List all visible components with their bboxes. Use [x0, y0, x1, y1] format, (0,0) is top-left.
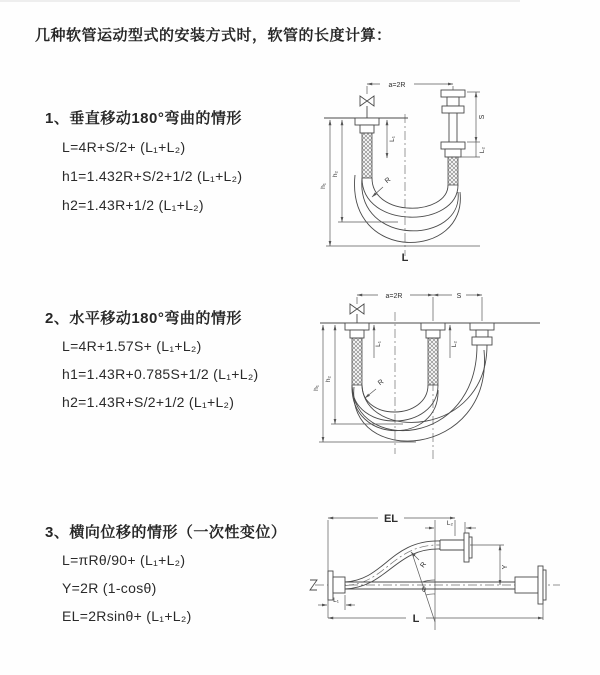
dim-l2-label: L₂	[446, 520, 454, 527]
left-fitting	[345, 323, 369, 385]
displaced-end-flange	[440, 533, 472, 562]
diagram-lateral-displacement	[298, 500, 598, 640]
dim-l1-label: L₁	[333, 597, 339, 604]
dim-a2r-label: a=2R	[385, 293, 403, 300]
diagram-horizontal-180-bend	[308, 282, 595, 474]
formula-line: L=4R+1.57S+ (L₁+L₂)	[62, 338, 202, 354]
radius-label: R	[383, 176, 393, 186]
dim-l1-label: L₁	[375, 341, 382, 347]
hose-straight-position	[345, 582, 515, 589]
middle-fitting	[421, 323, 445, 385]
radius-callout	[372, 177, 392, 197]
scan-artifact	[0, 0, 520, 2]
dim-el	[328, 511, 455, 618]
valve-icon	[350, 304, 364, 323]
dim-l-bottom	[328, 600, 543, 625]
dim-a2r	[367, 78, 453, 94]
dim-l-label: L	[401, 252, 409, 264]
radius-label: R	[377, 378, 386, 388]
dim-h2	[325, 325, 403, 424]
valve-icon	[360, 96, 374, 118]
hose-u-bend	[355, 175, 461, 242]
section1-heading: 1、垂直移动180°弯曲的情形	[45, 110, 242, 127]
radius-callout	[365, 378, 385, 398]
dim-l-label: L	[412, 613, 420, 625]
formula-line: h2=1.43R+1/2 (L₁+L₂)	[62, 197, 204, 213]
angle-theta-label: θ	[422, 587, 426, 594]
formula-line: h2=1.43R+S/2+1/2 (L₁+L₂)	[62, 394, 235, 410]
dim-h2-label: h₂	[325, 375, 332, 383]
dim-l1	[374, 325, 382, 358]
dim-l1	[387, 120, 396, 158]
dim-y-label: Y	[502, 564, 509, 570]
right-flange	[515, 566, 546, 604]
dim-h1	[320, 120, 330, 246]
dim-l2-label: L₂	[479, 146, 486, 154]
dim-l-bottom	[326, 246, 480, 264]
dim-s-label: S	[479, 114, 486, 120]
dim-a2r-label: a=2R	[388, 82, 406, 89]
formula-line: L=4R+S/2+ (L₁+L₂)	[62, 139, 186, 155]
dim-h1-label: h₁	[320, 183, 327, 189]
dim-y	[470, 545, 509, 585]
diagram-vertical-180-bend	[308, 70, 595, 268]
page-title: 几种软管运动型式的安装方式时，软管的长度计算：	[35, 27, 392, 44]
section3-heading: 3、横向位移的情形（一次性变位）	[45, 524, 287, 541]
right-fitting	[441, 90, 465, 185]
dim-h1-label: h₁	[313, 385, 320, 391]
hose-u-bends	[352, 345, 487, 441]
left-flange	[328, 571, 345, 600]
dim-l2	[450, 325, 458, 358]
dim-l2-label: L₂	[451, 340, 458, 348]
radius-label: R	[419, 561, 429, 570]
dim-el-label: EL	[383, 513, 399, 525]
dim-l1	[318, 595, 355, 610]
dim-s	[467, 92, 486, 142]
formula-line: EL=2Rsinθ+ (L₁+L₂)	[62, 608, 192, 624]
formula-line: h1=1.43R+0.785S+1/2 (L₁+L₂)	[62, 366, 259, 382]
left-fitting	[355, 118, 379, 178]
section2-heading: 2、水平移动180°弯曲的情形	[45, 310, 242, 327]
formula-line: L=πRθ/90+ (L₁+L₂)	[62, 552, 186, 568]
dim-h2-label: h₂	[332, 170, 339, 178]
formula-line: h1=1.432R+S/2+1/2 (L₁+L₂)	[62, 168, 243, 184]
formula-line: Y=2R (1-cosθ)	[62, 580, 157, 596]
right-fitting	[470, 323, 494, 345]
dim-l1-label: L₁	[389, 136, 396, 142]
dim-s	[433, 289, 482, 321]
dim-s-label: S	[456, 293, 462, 300]
